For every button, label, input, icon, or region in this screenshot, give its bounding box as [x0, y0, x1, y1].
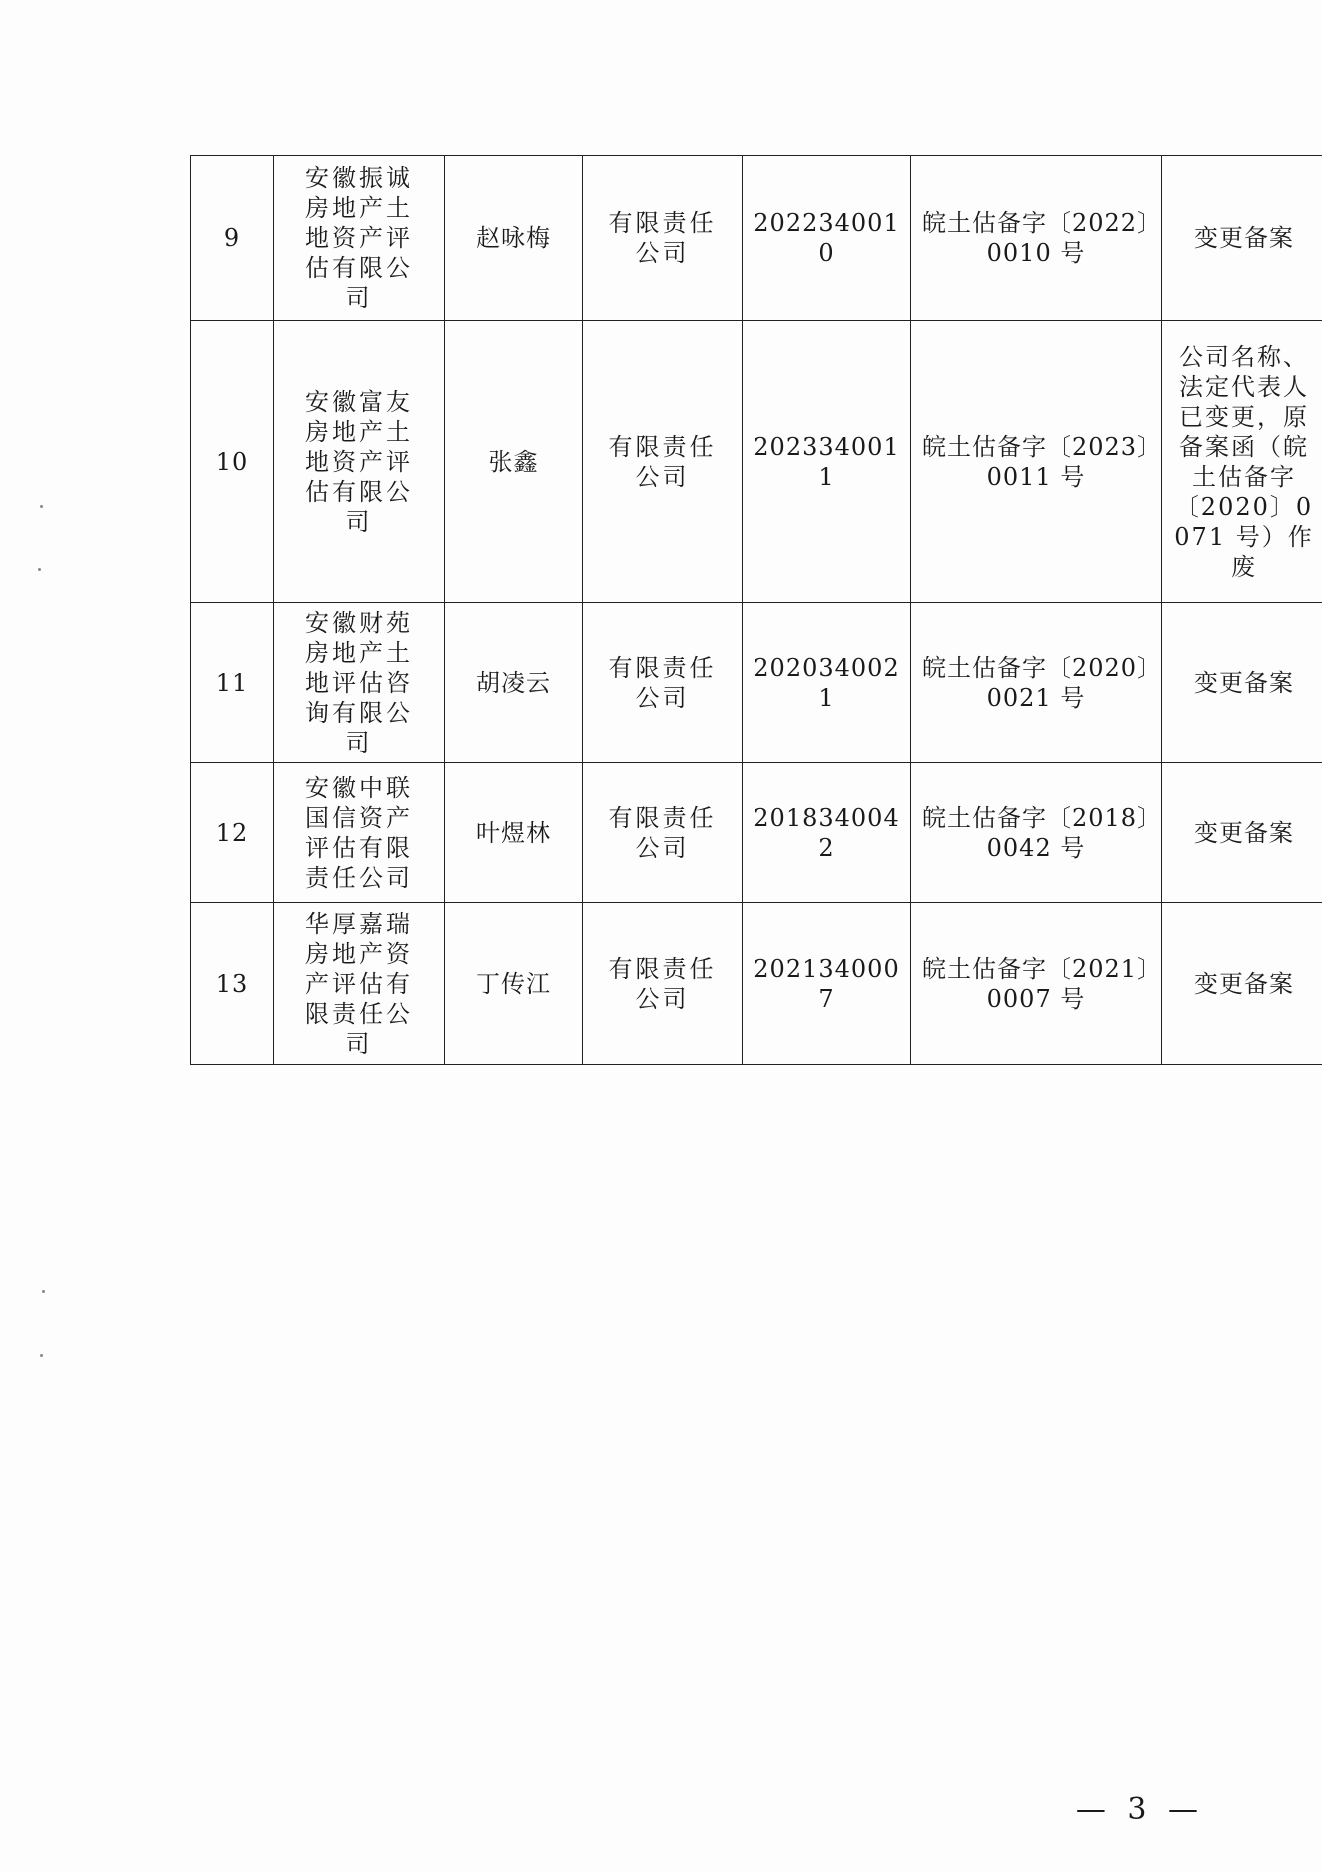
filing-number: 皖土估备字〔2023〕0011 号 — [911, 321, 1162, 603]
scan-speck — [38, 568, 41, 571]
scan-speck — [40, 1354, 43, 1357]
filing-number: 皖土估备字〔2022〕0010 号 — [911, 156, 1162, 321]
row-number: 12 — [191, 763, 274, 903]
legal-representative: 赵咏梅 — [445, 156, 583, 321]
organization-type: 有限责任公司 — [608, 954, 717, 1013]
registration-code: 2018340042 — [743, 763, 911, 903]
filing-number: 皖土估备字〔2020〕0021 号 — [911, 603, 1162, 763]
remark: 变更备案 — [1162, 903, 1322, 1065]
registration-code: 2020340021 — [743, 603, 911, 763]
legal-representative: 张鑫 — [445, 321, 583, 603]
page-number: — 3 — — [1075, 1792, 1204, 1827]
scan-speck — [42, 1290, 45, 1293]
filing-number: 皖土估备字〔2018〕0042 号 — [911, 763, 1162, 903]
table-row — [191, 763, 1322, 903]
company-name: 安徽财苑房地产土地评估咨询有限公司 — [305, 608, 413, 757]
remark: 变更备案 — [1162, 156, 1322, 321]
legal-representative: 丁传江 — [445, 903, 583, 1065]
row-number: 9 — [191, 156, 274, 321]
registration-code: 2023340011 — [743, 321, 911, 603]
table-row — [191, 603, 1322, 763]
organization-type: 有限责任公司 — [608, 432, 717, 491]
legal-representative: 胡凌云 — [445, 603, 583, 763]
remark: 公司名称、法定代表人已变更，原备案函（皖土估备字〔2020〕0071 号）作废 — [1174, 342, 1314, 581]
registration-code: 2022340010 — [743, 156, 911, 321]
company-name: 安徽富友房地产土地资产评估有限公司 — [305, 387, 413, 536]
row-number: 13 — [191, 903, 274, 1065]
filing-table — [190, 155, 1322, 1065]
registration-code: 2021340007 — [743, 903, 911, 1065]
remark: 变更备案 — [1162, 603, 1322, 763]
row-number: 11 — [191, 603, 274, 763]
table-row — [191, 903, 1322, 1065]
organization-type: 有限责任公司 — [608, 803, 717, 862]
organization-type: 有限责任公司 — [608, 653, 717, 712]
company-name: 安徽中联国信资产评估有限责任公司 — [305, 773, 413, 892]
table-row — [191, 321, 1322, 603]
row-number: 10 — [191, 321, 274, 603]
filing-number: 皖土估备字〔2021〕0007 号 — [911, 903, 1162, 1065]
company-name: 安徽振诚房地产土地资产评估有限公司 — [305, 164, 413, 312]
scan-speck — [40, 505, 43, 508]
remark: 变更备案 — [1162, 763, 1322, 903]
legal-representative: 叶煜林 — [445, 763, 583, 903]
company-name: 华厚嘉瑞房地产资产评估有限责任公司 — [305, 909, 413, 1058]
organization-type: 有限责任公司 — [608, 209, 717, 267]
table-row — [191, 156, 1322, 321]
